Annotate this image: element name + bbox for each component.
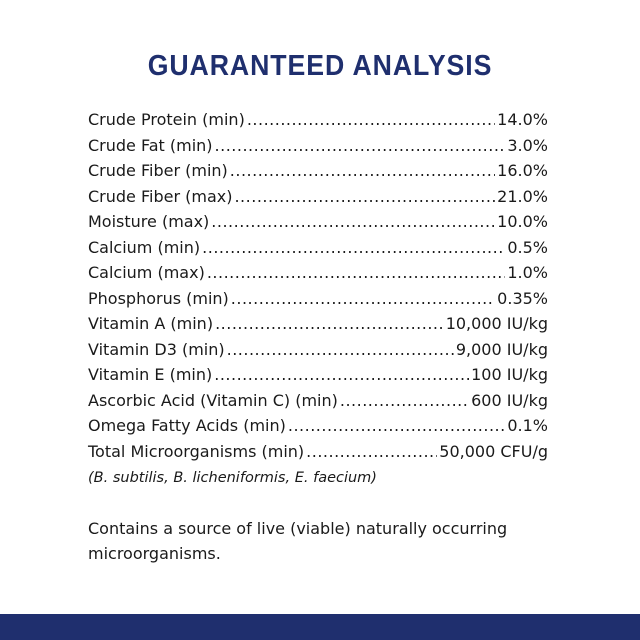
analysis-label: Ascorbic Acid (Vitamin C) (min) — [88, 390, 338, 410]
dot-leader — [231, 286, 495, 312]
analysis-row — [88, 209, 548, 235]
analysis-label: Vitamin D3 (min) — [88, 339, 225, 359]
analysis-row — [88, 260, 548, 286]
analysis-value: 1.0% — [507, 263, 548, 282]
analysis-label: Calcium (max) — [88, 263, 205, 282]
dot-leader — [306, 439, 437, 465]
analysis-label: Vitamin E (min) — [88, 365, 213, 384]
live-microorganisms-statement: Contains a source of live (viable) naturally occurring microorganisms. — [88, 519, 508, 563]
dot-leader — [202, 235, 505, 261]
microorganisms-note: (B. subtilis, B. licheniformis, E. faecium) — [88, 470, 377, 486]
analysis-row — [88, 235, 548, 261]
dot-leader — [340, 388, 469, 414]
dot-leader — [215, 311, 444, 337]
analysis-row — [88, 107, 548, 133]
analysis-row — [88, 388, 548, 414]
page-title: GUARANTEED ANALYSIS — [147, 50, 493, 82]
analysis-label: Crude Fiber (max) — [88, 186, 233, 206]
dot-leader — [215, 133, 506, 159]
dot-leader — [230, 158, 495, 184]
analysis-value: 600 IU/kg — [471, 390, 548, 410]
analysis-row — [88, 158, 548, 184]
dot-leader — [288, 413, 505, 439]
analysis-row — [88, 286, 548, 312]
analysis-label: Total Microorganisms (min) — [88, 441, 305, 461]
analysis-label: Moisture (max) — [88, 212, 210, 231]
analysis-value: 14.0% — [497, 110, 548, 129]
analysis-row — [88, 184, 548, 210]
analysis-value: 21.0% — [497, 186, 548, 206]
analysis-value: 50,000 CFU/g — [439, 441, 548, 461]
analysis-value: 9,000 IU/kg — [455, 339, 548, 359]
analysis-label: Vitamin A (min) — [88, 314, 214, 333]
analysis-label: Phosphorus (min) — [88, 288, 229, 308]
analysis-value: 0.1% — [507, 416, 548, 435]
analysis-label: Crude Fiber (min) — [88, 161, 228, 180]
analysis-row — [88, 362, 548, 388]
analysis-row — [88, 439, 548, 465]
analysis-value: 0.5% — [507, 237, 548, 257]
guaranteed-analysis-list — [88, 107, 548, 491]
dot-leader — [234, 184, 495, 210]
analysis-label: Omega Fatty Acids (min) — [88, 416, 286, 435]
analysis-value: 10.0% — [497, 212, 548, 231]
analysis-value: 100 IU/kg — [471, 365, 548, 384]
analysis-row — [88, 133, 548, 159]
analysis-row — [88, 311, 548, 337]
analysis-label: Crude Protein (min) — [88, 110, 245, 129]
dot-leader — [247, 107, 495, 133]
analysis-label: Crude Fat (min) — [88, 135, 213, 155]
analysis-row — [88, 337, 548, 363]
dot-leader — [211, 209, 495, 235]
analysis-value: 0.35% — [497, 288, 548, 308]
analysis-value: 3.0% — [507, 135, 548, 155]
dot-leader — [227, 337, 454, 363]
footer-bar — [0, 614, 640, 640]
analysis-value: 10,000 IU/kg — [445, 314, 548, 333]
analysis-value: 16.0% — [497, 161, 548, 180]
dot-leader — [207, 260, 506, 286]
dot-leader — [214, 362, 469, 388]
analysis-row — [88, 413, 548, 439]
analysis-label: Calcium (min) — [88, 237, 201, 257]
